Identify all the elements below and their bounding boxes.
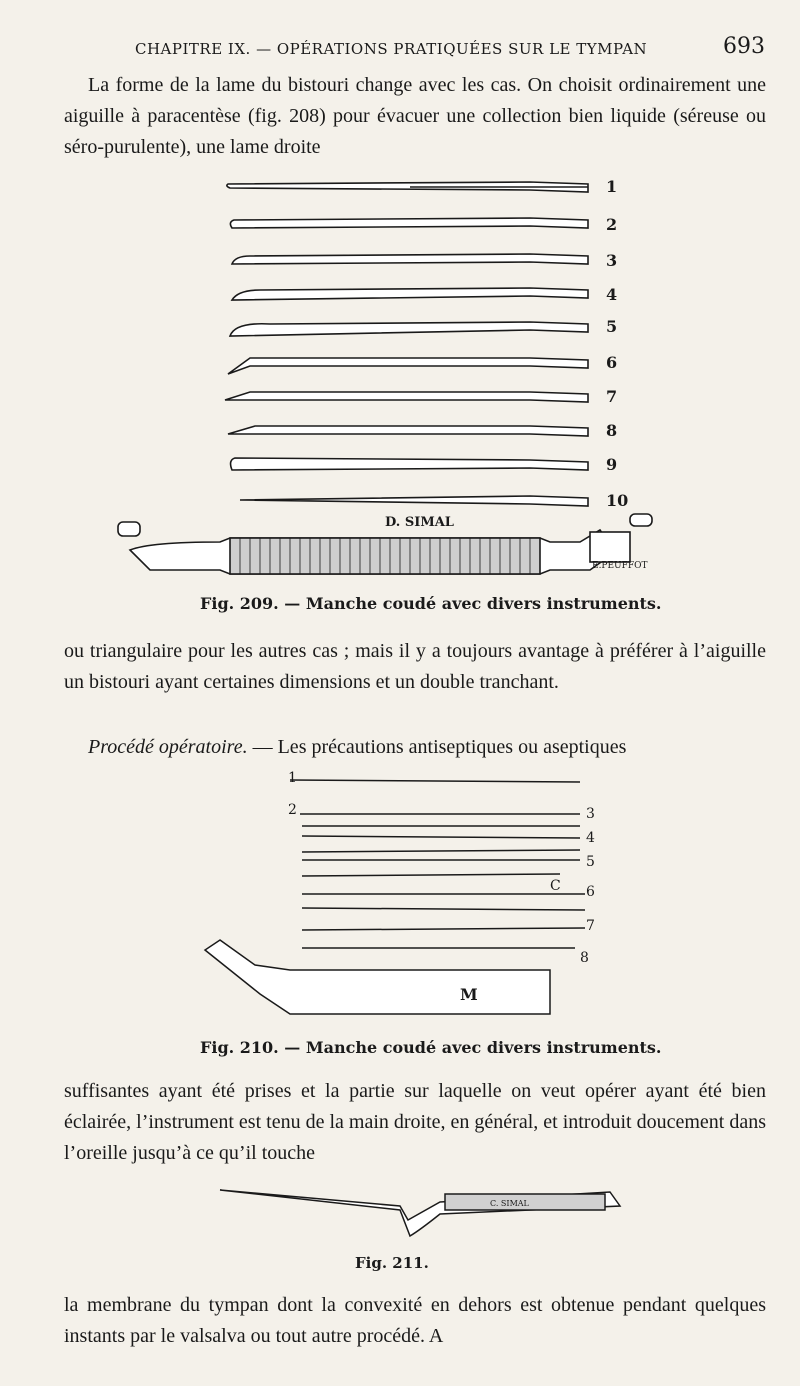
running-header xyxy=(135,34,765,66)
paragraph-4-text: suffisantes ayant été prises et la partie sur laquelle on veut opérer ayant été bien éclairée, l’instrument est tenu de la main droite, en général, et introduit doucement dans l’oreille jusqu’à ce qu’il touche xyxy=(64,1080,766,1164)
instrument-5 xyxy=(230,322,588,336)
instrument-9 xyxy=(231,458,588,470)
paragraph-3-italic: Procédé opératoire. xyxy=(88,736,248,758)
page-number: 693 xyxy=(723,34,765,59)
instrument-number: 6 xyxy=(606,353,618,372)
instrument-number: 10 xyxy=(606,491,629,510)
instrument-number: 2 xyxy=(606,215,618,234)
instrument-8 xyxy=(228,426,588,436)
instrument-number: 1 xyxy=(606,177,618,196)
instrument-1 xyxy=(227,182,588,192)
instrument-number: 5 xyxy=(586,854,595,870)
maker-label: D. SIMAL xyxy=(385,515,454,530)
paragraph-2 xyxy=(64,636,766,698)
instrument-number: 1 xyxy=(288,770,297,786)
instrument-number: 4 xyxy=(586,830,595,846)
instrument-3 xyxy=(232,254,588,264)
instrument-6 xyxy=(228,358,588,374)
paragraph-1-text: La forme de la lame du bistouri change avec les cas. On choisit ordinairement une aiguille à paracentèse (fig. 208) pour évacuer une collection bien liquide (séreuse ou séro-purulente), une lame droite xyxy=(64,74,766,158)
paragraph-2-text: ou triangulaire pour les autres cas ; mais il y a toujours avantage à préférer à l’aiguille un bistouri ayant certaines dimensions et un double tranchant. xyxy=(64,640,766,693)
paragraph-1 xyxy=(64,70,766,163)
figure-209-illustration xyxy=(110,170,670,600)
figure-210-illustration xyxy=(180,770,640,1035)
instrument-number: 3 xyxy=(606,251,618,270)
maker-label: C. SIMAL xyxy=(490,1199,529,1208)
instrument-number: 8 xyxy=(580,950,589,966)
instrument-number: 5 xyxy=(606,317,618,336)
instrument-number: 8 xyxy=(606,421,618,440)
instrument-2 xyxy=(230,218,588,228)
figure-211-illustration xyxy=(200,1170,640,1250)
c-label: C xyxy=(550,878,561,894)
paragraph-3 xyxy=(64,732,766,763)
paragraph-5 xyxy=(64,1290,766,1352)
figure-210-caption: Fig. 210. — Manche coudé avec divers instruments. xyxy=(200,1038,662,1057)
instrument-number: 7 xyxy=(586,918,595,934)
chapter-title: CHAPITRE IX. — OPÉRATIONS PRATIQUÉES SUR LE TYMPAN xyxy=(135,40,648,58)
instrument-4 xyxy=(232,288,588,300)
paragraph-3-text: — Les précautions antiseptiques ou aseptiques xyxy=(247,736,627,758)
instrument-number: 7 xyxy=(606,387,618,406)
instrument-number: 2 xyxy=(288,802,297,818)
figure-209-caption: Fig. 209. — Manche coudé avec divers instruments. xyxy=(200,594,662,613)
instrument-number: 3 xyxy=(586,806,595,822)
instrument-number: 6 xyxy=(586,884,595,900)
figure-211-caption: Fig. 211. xyxy=(355,1254,429,1272)
instrument-10 xyxy=(240,496,588,506)
m-label: M xyxy=(460,985,478,1004)
instrument-number: 9 xyxy=(606,455,618,474)
maker-stamp: E.PEUFFOT xyxy=(592,561,648,571)
instrument-number: 4 xyxy=(606,285,618,304)
paragraph-5-text: la membrane du tympan dont la convexité en dehors est obtenue pendant quelques instants par le valsalva ou tout autre procédé. A xyxy=(64,1294,766,1347)
paragraph-4 xyxy=(64,1076,766,1169)
instrument-7 xyxy=(225,392,588,402)
